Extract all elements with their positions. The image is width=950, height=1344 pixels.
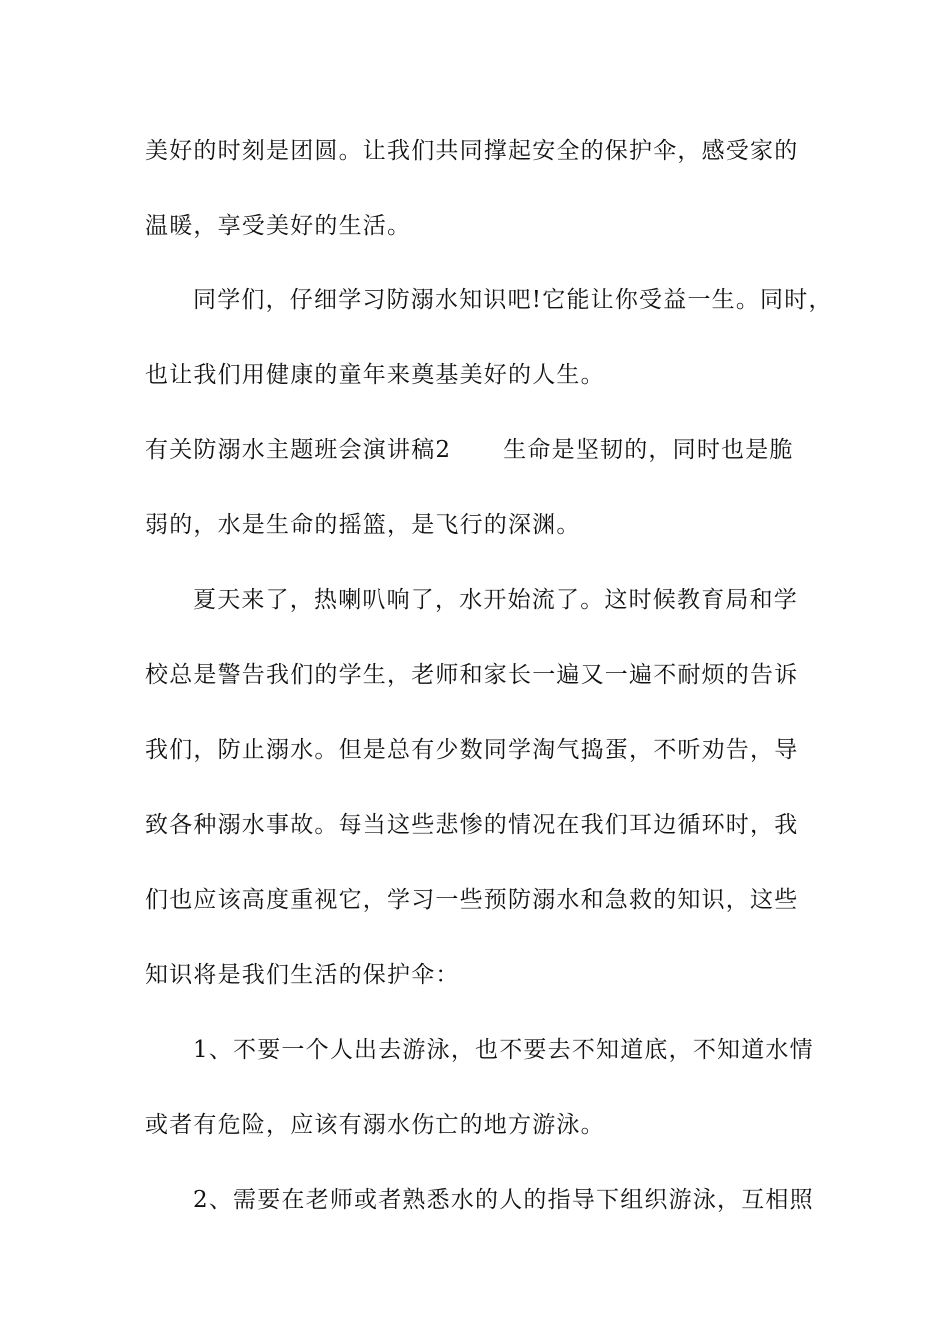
text-line: 同学们，仔细学习防溺水知识吧!它能让你受益一生。同时， [193, 287, 833, 313]
text-line: 们也应该高度重视它，学习一些预防溺水和急救的知识，这些 [145, 887, 799, 913]
section-heading: 有关防溺水主题班会演讲稿2 [145, 437, 452, 463]
text-line: 夏天来了，热喇叭响了，水开始流了。这时候教育局和学 [193, 587, 798, 613]
list-item-line: 2、需要在老师或者熟悉水的人的指导下组织游泳，互相照 [193, 1187, 814, 1213]
text-line: 美好的时刻是团圆。让我们共同撑起安全的保护伞，感受家的 [145, 138, 799, 164]
section-heading-line [145, 435, 825, 465]
text-line: 生命是坚韧的，同时也是脆 [503, 437, 794, 463]
text-line: 知识将是我们生活的保护伞： [145, 962, 460, 988]
text-line: 也让我们用健康的童年来奠基美好的人生。 [145, 362, 605, 388]
text-line: 我们，防止溺水。但是总有少数同学淘气捣蛋，不听劝告，导 [145, 737, 799, 763]
text-line: 弱的，水是生命的摇篮，是飞行的深渊。 [145, 512, 581, 538]
text-line: 致各种溺水事故。每当这些悲惨的情况在我们耳边循环时，我 [145, 812, 799, 838]
text-line: 温暖，享受美好的生活。 [145, 213, 412, 239]
text-line: 或者有危险，应该有溺水伤亡的地方游泳。 [145, 1112, 605, 1138]
text-line: 校总是警告我们的学生，老师和家长一遍又一遍不耐烦的告诉 [145, 662, 799, 688]
list-item-line: 1、不要一个人出去游泳，也不要去不知道底，不知道水情 [193, 1037, 814, 1063]
